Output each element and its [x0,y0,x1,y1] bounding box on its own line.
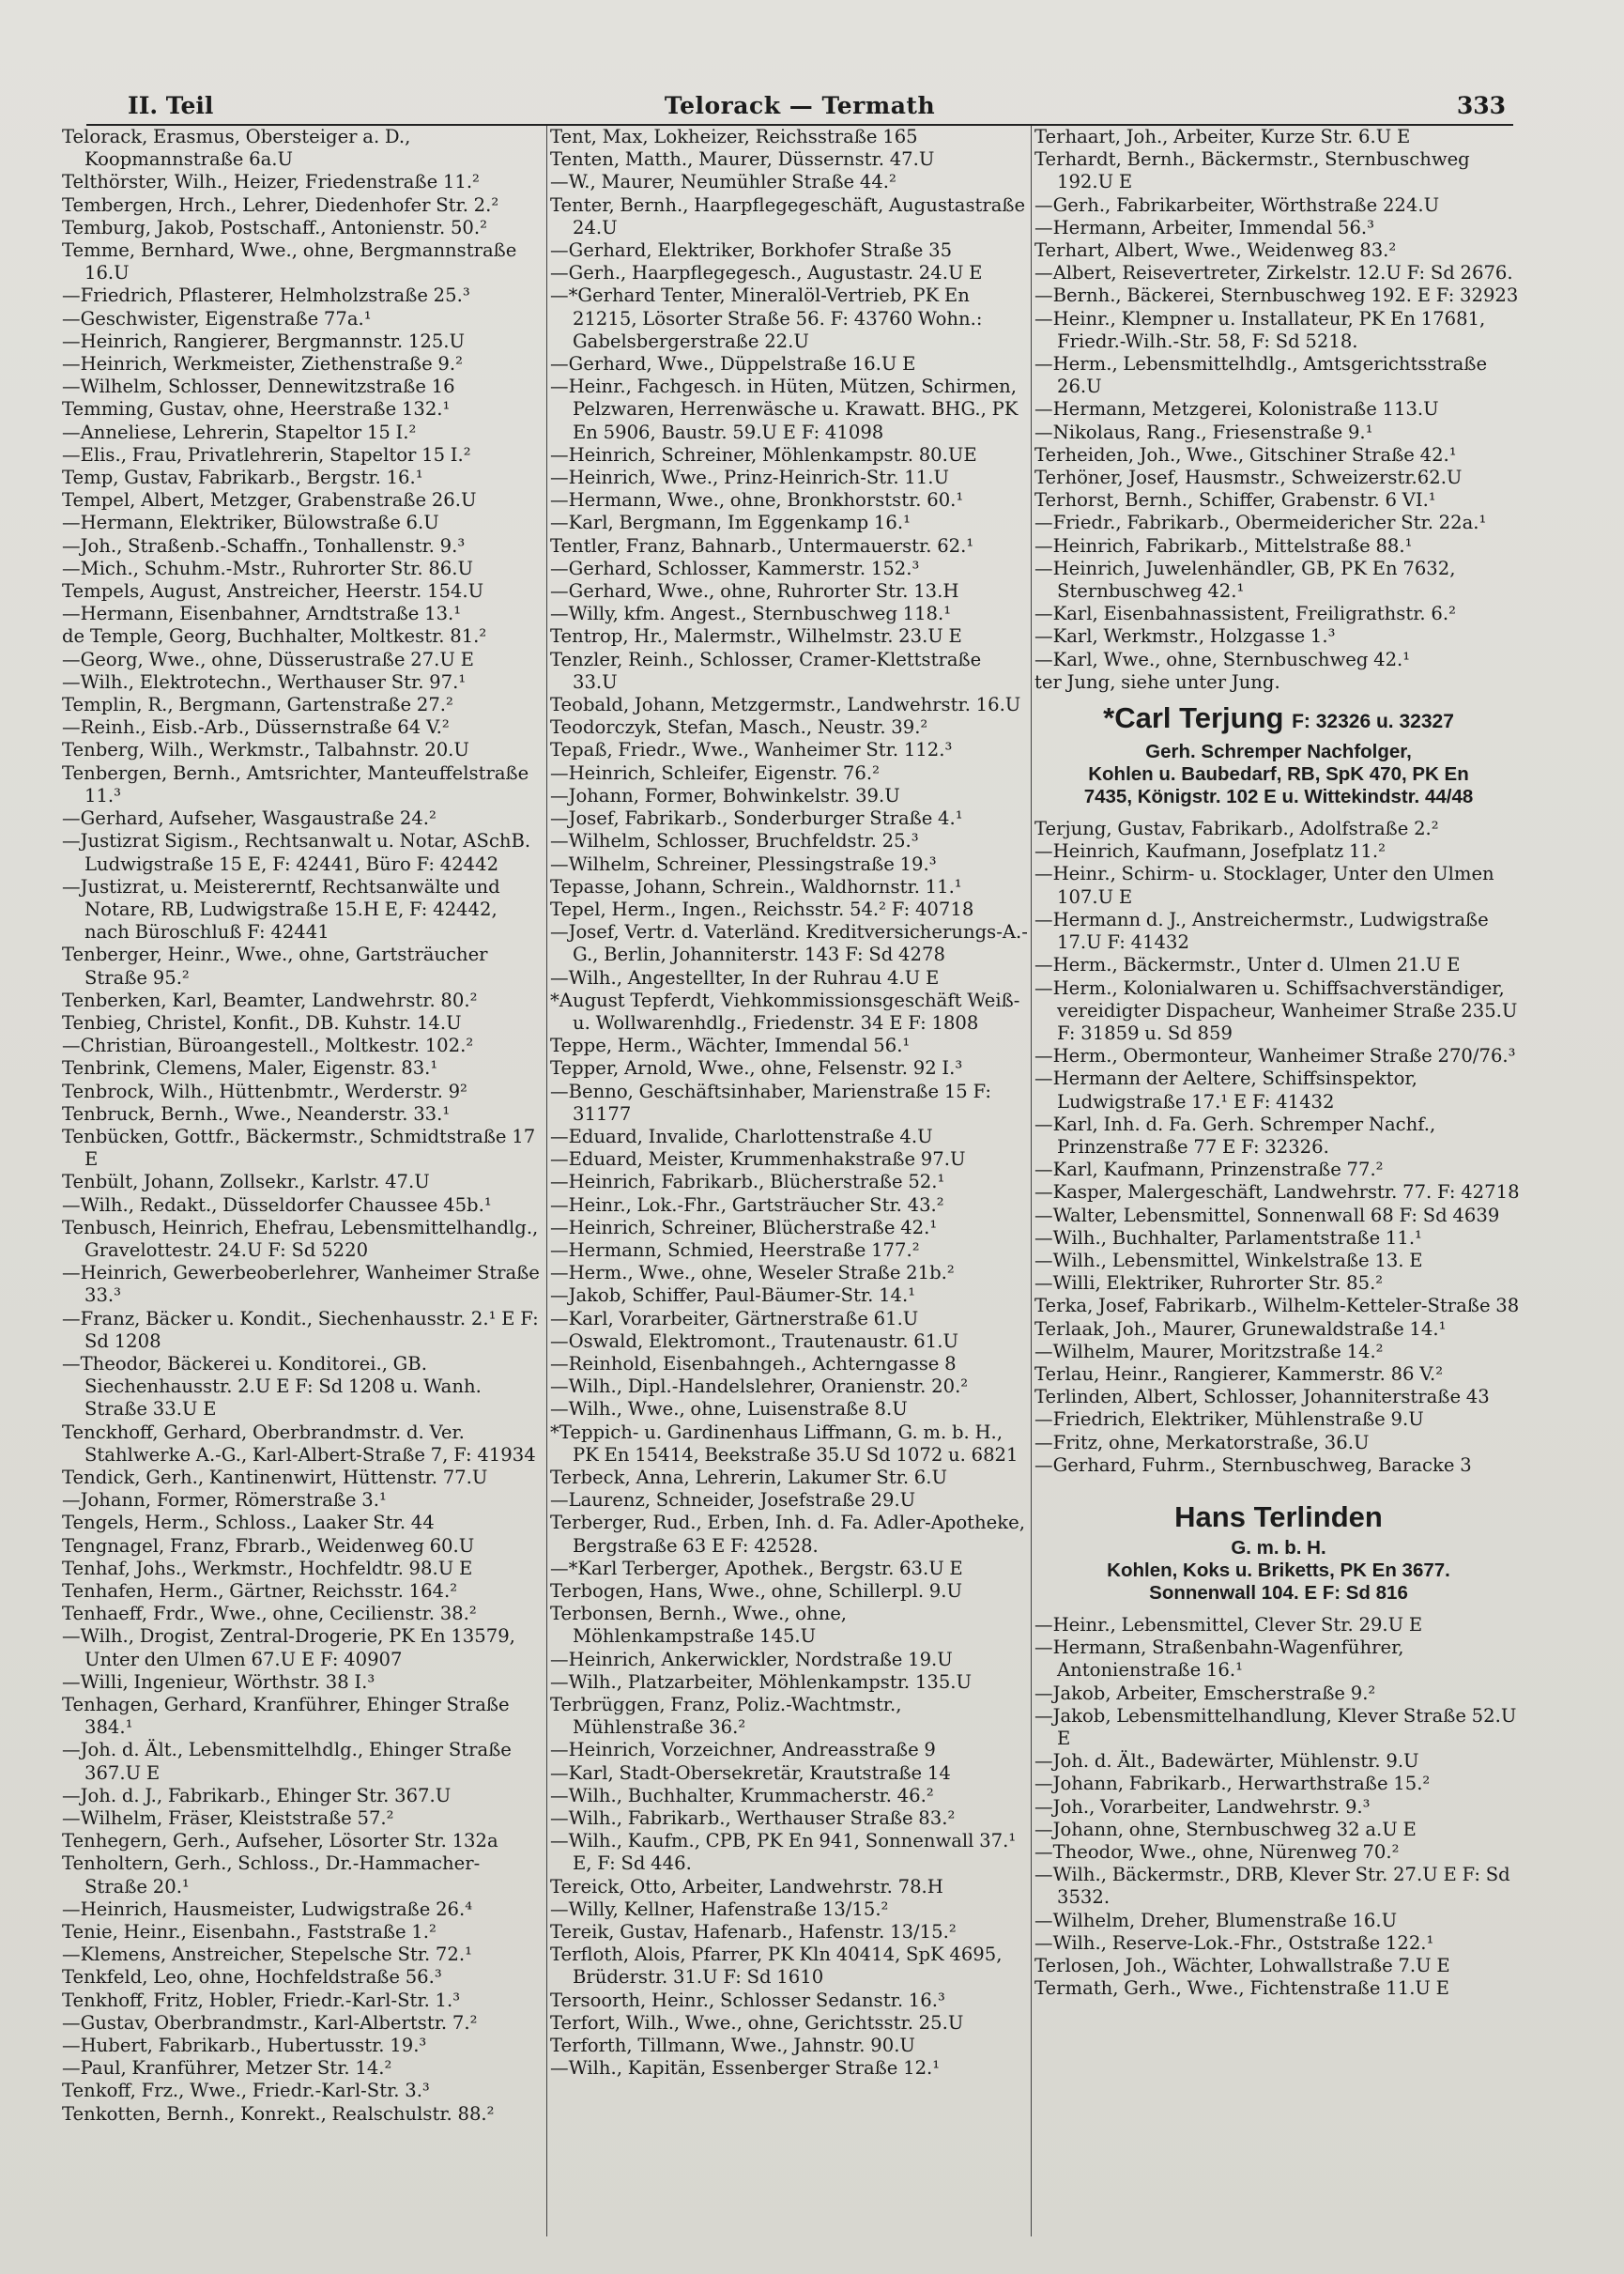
directory-entry: —Gerhard, Schlosser, Kammerstr. 152.³ [550,557,920,579]
directory-entry: —Wilh., Wwe., ohne, Luisenstraße 8.U [550,1398,908,1421]
directory-entry: Temburg, Jakob, Postschaff., Antonienstr. 50.² [62,216,487,238]
directory-entry: Terhart, Albert, Wwe., Weidenweg 83.² [1034,239,1397,262]
directory-entry: Tentrop, Hr., Malermstr., Wilhelmstr. 23.U E [550,625,962,648]
directory-entry: Tepper, Arnold, Wwe., ohne, Felsenstr. 92 I.³ [550,1057,963,1080]
section-label: II. Teil [128,92,214,119]
directory-entry: —Joh. d. J., Fabrikarb., Ehinger Str. 367.U [62,1784,452,1806]
directory-entry: —Fritz, ohne, Merkatorstraße, 36.U [1034,1431,1370,1453]
directory-entry: —Gerh., Fabrikarbeiter, Wörthstraße 224.U [1034,193,1440,216]
directory-entry: —Anneliese, Lehrerin, Stapeltor 15 I.² [62,421,417,443]
directory-entry: —Karl, Bergmann, Im Eggenkamp 16.¹ [550,512,911,534]
directory-entry: —Josef, Vertr. d. Vaterländ. Kreditversicherungs-A.-G., Berlin, Johanniterstr. 143 F: Sd 4278 [550,921,1028,966]
directory-entry: —*Gerhard Tenter, Mineralöl-Vertrieb, PK En 21215, Lösorter Straße 56. F: 43760 Wohn.: Gabelsbergerstraße 22.U [550,284,983,352]
directory-entry: —Joh., Vorarbeiter, Landwehrstr. 9.³ [1034,1795,1371,1818]
directory-entry: Tenkotten, Bernh., Konrekt., Realschulstr. 88.² [62,2102,495,2125]
directory-entry: Tentler, Franz, Bahnarb., Untermauerstr. 62.¹ [550,534,974,557]
directory-entry: Terbrüggen, Franz, Poliz.-Wachtmstr., Mühlenstraße 36.² [550,1694,902,1739]
directory-entry: —Herm., Bäckermstr., Unter d. Ulmen 21.U E [1034,954,1461,976]
directory-entry: —Laurenz, Schneider, Josefstraße 29.U [550,1489,916,1512]
directory-entry: —Johann, Fabrikarb., Herwarthstraße 15.² [1034,1773,1431,1795]
directory-entry: —Heinrich, Gewerbeoberlehrer, Wanheimer Straße 33.³ [62,1262,540,1307]
directory-entry: Tenholtern, Gerh., Schloss., Dr.-Hammacher-Straße 20.¹ [62,1852,481,1898]
directory-entry: —Justizrat, u. Meistererntf, Rechtsanwälte und Notare, RB, Ludwigstraße 15.H E, F: 42442, nach Büroschluß F: 42441 [62,875,500,944]
directory-entry: —Reinh., Eisb.-Arb., Düssernstraße 64 V.² [62,716,450,739]
directory-entry: —Friedr., Fabrikarb., Obermeidericher Str. 22a.¹ [1034,512,1487,534]
directory-entry: —Hermann, Arbeiter, Immendal 56.³ [1034,216,1375,238]
advertisement-terjung [1034,699,1523,808]
directory-entry: Terfloth, Alois, Pfarrer, PK Kln 40414, SpK 4695, Brüderstr. 31.U F: Sd 1610 [550,1944,1003,1989]
directory-entry: —Theodor, Bäckerei u. Konditorei., GB. Siechenhausstr. 2.U E F: Sd 1208 u. Wanh. Straße 33.U E [62,1352,482,1421]
ad-line: 7435, Königstr. 102 E u. Wittekindstr. 44/48 [1083,786,1474,808]
ad-line: Gerh. Schremper Nachfolger, [1145,741,1412,763]
directory-entry: —Karl, Eisenbahnassistent, Freiligrathstr. 6.² [1034,603,1456,625]
directory-entry: —Heinrich, Juwelenhändler, GB, PK En 7632, Sternbuschweg 42.¹ [1034,557,1456,603]
directory-entry: —Heinrich, Schleifer, Eigenstr. 76.² [550,761,880,784]
directory-entry: —Elis., Frau, Privatlehrerin, Stapeltor 15 I.² [62,443,471,466]
directory-entry: Tenkfeld, Leo, ohne, Hochfeldstraße 56.³ [62,1966,442,1989]
directory-entry: —Heinr., Lok.-Fhr., Gartsträucher Str. 43.² [550,1193,944,1216]
directory-entry: —Wilhelm, Schlosser, Dennewitzstraße 16 [62,376,455,398]
directory-entry: Tenckhoff, Gerhard, Oberbrandmstr. d. Ver. Stahlwerke A.-G., Karl-Albert-Straße 7, F: 41934 [62,1421,536,1466]
directory-entry: —Heinrich, Fabrikarb., Blücherstraße 52.¹ [550,1171,945,1193]
directory-entry: Tenhaeff, Frdr., Wwe., ohne, Cecilienstr. 38.² [62,1603,477,1625]
directory-entry: —Gerhard, Elektriker, Borkhofer Straße 35 [550,239,953,262]
directory-entry: Tenbergen, Bernh., Amtsrichter, Manteuffelstraße 11.³ [62,761,529,807]
directory-entry: —Geschwister, Eigenstraße 77a.¹ [62,307,372,330]
directory-entry: —Albert, Reisevertreter, Zirkelstr. 12.U F: Sd 2676. [1034,262,1513,284]
directory-entry: —Oswald, Elektromont., Trautenaustr. 61.U [550,1329,958,1352]
directory-entry: Tenbrink, Clemens, Maler, Eigenstr. 83.¹ [62,1057,438,1080]
directory-entry: —Hermann, Eisenbahner, Arndtstraße 13.¹ [62,603,462,625]
directory-entry: —Eduard, Meister, Krummenhakstraße 97.U [550,1148,966,1171]
directory-entry: —Wilh., Kaufm., CPB, PK En 941, Sonnenwall 37.¹ E, F: Sd 446. [550,1830,1017,1875]
directory-entry: Terbeck, Anna, Lehrerin, Lakumer Str. 6.U [550,1466,948,1488]
directory-entry: Terheiden, Joh., Wwe., Gitschiner Straße 42.¹ [1034,443,1457,466]
directory-entry: Terlinden, Albert, Schlosser, Johanniterstraße 43 [1034,1386,1490,1408]
directory-entry: Termath, Gerh., Wwe., Fichtenstraße 11.U E [1034,1977,1449,2000]
directory-entry: —W., Maurer, Neumühler Straße 44.² [550,171,896,193]
directory-entry: Tereik, Gustav, Hafenarb., Hafenstr. 13/15.² [550,1921,957,1944]
directory-entry: —Wilh., Fabrikarb., Werthauser Straße 83.² [550,1807,956,1830]
directory-entry: —Heinrich, Schreiner, Möhlenkampstr. 80.UE [550,443,977,466]
directory-entry: —Heinr., Lebensmittel, Clever Str. 29.U E [1034,1613,1423,1636]
directory-entry: Terhöner, Josef, Hausmstr., Schweizerstr.62.U [1034,467,1463,489]
column-3-entries-top [1034,126,1523,694]
column-1 [62,126,543,2126]
directory-entry: —Kasper, Malergeschäft, Landwehrstr. 77. F: 42718 [1034,1181,1520,1204]
directory-entry: —Joh., Straßenb.-Schaffn., Tonhallenstr. 9.³ [62,534,466,557]
directory-entry: Tenkhoff, Fritz, Hobler, Friedr.-Karl-Str. 1.³ [62,1989,461,2011]
directory-entry: —Hermann, Elektriker, Bülowstraße 6.U [62,512,439,534]
directory-entry: Teobald, Johann, Metzgermstr., Landwehrstr. 16.U [550,694,1021,716]
directory-entry: Tenter, Bernh., Haarpflegegeschäft, Augustastraße 24.U [550,193,1026,238]
ad-line: Sonnenwall 104. E F: Sd 816 [1149,1581,1408,1604]
directory-entry: —Jakob, Schiffer, Paul-Bäumer-Str. 14.¹ [550,1284,916,1307]
directory-entry: Tenberg, Wilh., Werkmstr., Talbahnstr. 20.U [62,739,469,761]
directory-entry: —Heinr., Fachgesch. in Hüten, Mützen, Schirmen, Pelzwaren, Herrenwäsche u. Krawatt. BHG., PK En 5906, Baustr. 59.U E F: 41098 [550,376,1019,443]
directory-entry: —Johann, ohne, Sternbuschweg 32 a.U E [1034,1818,1417,1840]
directory-entry: —Willy, Kellner, Hafenstraße 13/15.² [550,1898,889,1920]
directory-entry: —Wilhelm, Fräser, Kleiststraße 57.² [62,1807,394,1830]
directory-entry: —Benno, Geschäftsinhaber, Marienstraße 15 F: 31177 [550,1080,991,1125]
directory-entry: Tereick, Otto, Arbeiter, Landwehrstr. 78.H [550,1875,943,1898]
directory-entry: —Heinr., Schirm- u. Stocklager, Unter den Ulmen 107.U E [1034,863,1494,908]
directory-entry: Tenhegern, Gerh., Aufseher, Lösorter Str. 132a [62,1830,498,1852]
column-3 [1034,126,1523,2000]
directory-entry: —Wilh., Buchhalter, Parlamentstraße 11.¹ [1034,1226,1422,1249]
directory-entry: Tenberken, Karl, Beamter, Landwehrstr. 80.² [62,989,478,1011]
column-3-entries-mid [1034,818,1523,1477]
directory-entry: Tepel, Herm., Ingen., Reichsstr. 54.² F: 40718 [550,898,974,920]
directory-entry: —Bernh., Bäckerei, Sternbuschweg 192. E F: 32923 [1034,284,1519,307]
directory-entry: —Gustav, Oberbrandmstr., Karl-Albertstr. 7.² [62,2011,478,2034]
directory-entry: Tersoorth, Heinr., Schlosser Sedanstr. 16.³ [550,1989,945,2011]
directory-entry: —Walter, Lebensmittel, Sonnenwall 68 F: Sd 4639 [1034,1204,1500,1226]
directory-entry: —Eduard, Invalide, Charlottenstraße 4.U [550,1125,933,1147]
ad-line: G. m. b. H. [1231,1536,1326,1559]
directory-entry: —Wilhelm, Dreher, Blumenstraße 16.U [1034,1909,1398,1931]
directory-entry: —Wilh., Redakt., Düsseldorfer Chaussee 45b.¹ [62,1193,492,1216]
directory-entry: —Wilh., Buchhalter, Krummacherstr. 46.² [550,1784,934,1806]
directory-entry: —Heinr., Klempner u. Installateur, PK En 17681, Friedr.-Wilh.-Str. 58, F: Sd 5218. [1034,307,1486,352]
directory-entry: Terjung, Gustav, Fabrikarb., Adolfstraße 2.² [1034,818,1439,840]
directory-entry: —Wilhelm, Schlosser, Bruchfeldstr. 25.³ [550,830,919,853]
directory-entry: Tenbusch, Heinrich, Ehefrau, Lebensmittelhandlg., Gravelottestr. 24.U F: Sd 5220 [62,1216,539,1261]
directory-entry: —Justizrat Sigism., Rechtsanwalt u. Notar, ASchB. Ludwigstraße 15 E, F: 42441, Büro F: 42442 [62,830,531,875]
directory-entry: —*Karl Terberger, Apothek., Bergstr. 63.U E [550,1557,963,1579]
directory-entry: —Hermann, Straßenbahn-Wagenführer, Antonienstraße 16.¹ [1034,1636,1404,1682]
ad-company-name: Hans Terlinden [1174,1499,1383,1533]
directory-entry: Terlaak, Joh., Maurer, Grunewaldstraße 14.¹ [1034,1317,1447,1340]
directory-entry: —Gerhard, Aufseher, Wasgaustraße 24.² [62,807,437,830]
directory-entry: —Willy, kfm. Angest., Sternbuschweg 118.¹ [550,603,952,625]
directory-entry: —Wilhelm, Schreiner, Plessingstraße 19.³ [550,853,937,875]
directory-entry: Terhorst, Bernh., Schiffer, Grabenstr. 6 VI.¹ [1034,489,1436,512]
directory-entry: —Heinrich, Hausmeister, Ludwigstraße 26.⁴ [62,1898,473,1920]
directory-entry: Tempel, Albert, Metzger, Grabenstraße 26.U [62,489,477,512]
directory-entry: —Gerhard, Wwe., ohne, Ruhrorter Str. 13.H [550,580,959,603]
directory-entry: Terbonsen, Bernh., Wwe., ohne, Möhlenkampstraße 145.U [550,1603,848,1648]
directory-entry: Terka, Josef, Fabrikarb., Wilhelm-Ketteler-Straße 38 [1034,1295,1520,1317]
directory-entry: Tenbrock, Wilh., Hüttenbmtr., Werderstr. 9² [62,1080,467,1102]
directory-entry: —Hermann der Aeltere, Schiffsinspektor, Ludwigstraße 17.¹ E F: 41432 [1034,1068,1417,1113]
directory-entry: —Heinrich, Wwe., Prinz-Heinrich-Str. 11.U [550,467,949,489]
directory-entry: Tenbieg, Christel, Konfit., DB. Kuhstr. 14.U [62,1011,462,1034]
directory-entry: Terlosen, Joh., Wächter, Lohwallstraße 7.U E [1034,1955,1450,1977]
directory-entry: —Klemens, Anstreicher, Stepelsche Str. 72.¹ [62,1944,472,1966]
directory-entry: —Karl, Wwe., ohne, Sternbuschweg 42.¹ [1034,648,1411,670]
ad-line: Kohlen, Koks u. Briketts, PK En 3677. [1107,1559,1450,1581]
directory-entry: Terhaart, Joh., Arbeiter, Kurze Str. 6.U E [1034,126,1411,147]
directory-entry: —Gerh., Haarpflegegesch., Augustastr. 24.U E [550,262,983,284]
directory-entry: Terberger, Rud., Erben, Inh. d. Fa. Adler-Apotheke, Bergstraße 63 E F: 42528. [550,1512,1025,1557]
directory-entry: Tent, Max, Lokheizer, Reichsstraße 165 [550,126,918,147]
directory-entry: Tepaß, Friedr., Wwe., Wanheimer Str. 112.³ [550,739,953,761]
directory-entry: —Herm., Wwe., ohne, Weseler Straße 21b.² [550,1262,955,1284]
directory-entry: —Christian, Büroangestell., Moltkestr. 102.² [62,1035,474,1057]
directory-entry: —Jakob, Arbeiter, Emscherstraße 9.² [1034,1682,1376,1704]
directory-entry: Terbogen, Hans, Wwe., ohne, Schillerpl. 9.U [550,1580,962,1602]
directory-entry: —Hermann, Metzgerei, Kolonistraße 113.U [1034,398,1439,421]
directory-entry: —Gerhard, Wwe., Düppelstraße 16.U E [550,353,916,376]
directory-entry: —Karl, Vorarbeiter, Gärtnerstraße 61.U [550,1307,919,1329]
directory-entry: —Wilh., Angestellter, In der Ruhrau 4.U E [550,966,940,989]
column-divider [1031,126,1032,2236]
directory-entry: Telthörster, Wilh., Heizer, Friedenstraße 11.² [62,171,480,193]
directory-entry: —Paul, Kranführer, Metzer Str. 14.² [62,2057,392,2080]
directory-entry: —Herm., Obermonteur, Wanheimer Straße 270/76.³ [1034,1045,1516,1068]
directory-entry: —Wilh., Dipl.-Handelslehrer, Oranienstr. 20.² [550,1375,969,1398]
directory-entry: Tenhagen, Gerhard, Kranführer, Ehinger Straße 384.¹ [62,1694,510,1739]
directory-entry: —Karl, Kaufmann, Prinzenstraße 77.² [1034,1159,1384,1181]
directory-entry: —Hubert, Fabrikarb., Hubertusstr. 19.³ [62,2035,427,2057]
directory-entry: de Temple, Georg, Buchhalter, Moltkestr. 81.² [62,625,487,648]
directory-entry: —Herm., Kolonialwaren u. Schiffsachverständiger, vereidigter Dispacheur, Wanheimer Straße 235.U F: 31859 u. Sd 859 [1034,976,1518,1044]
directory-entry: —Friedrich, Pflasterer, Helmholzstraße 25.³ [62,284,470,307]
directory-entry: —Josef, Fabrikarb., Sonderburger Straße 4.¹ [550,807,963,830]
directory-entry: —Jakob, Lebensmittelhandlung, Klever Straße 52.U E [1034,1704,1517,1749]
directory-entry: Terforth, Tillmann, Wwe., Jahnstr. 90.U [550,2035,915,2057]
directory-entry: —Wilh., Bäckermstr., DRB, Klever Str. 27.U E F: Sd 3532. [1034,1864,1510,1909]
directory-entry: —Johann, Former, Römerstraße 3.¹ [62,1489,387,1512]
directory-entry: —Hermann, Schmied, Heerstraße 177.² [550,1238,920,1261]
directory-entry: Tengels, Herm., Schloss., Laaker Str. 44 [62,1512,435,1534]
directory-entry: Teodorczyk, Stefan, Masch., Neustr. 39.² [550,716,928,739]
directory-entry: —Wilh., Reserve-Lok.-Fhr., Oststraße 122.¹ [1034,1931,1434,1954]
directory-entry: —Heinrich, Rangierer, Bergmannstr. 125.U [62,330,466,352]
directory-entry: —Heinrich, Kaufmann, Josefplatz 11.² [1034,840,1386,863]
directory-entry: —Heinrich, Ankerwickler, Nordstraße 19.U [550,1648,953,1670]
page-header [86,86,1513,126]
directory-entry: Telorack, Erasmus, Obersteiger a. D., Koopmannstraße 6a.U [62,126,411,171]
ad-company-name: *Carl Terjung [1103,701,1284,735]
directory-entry: Temming, Gustav, ohne, Heerstraße 132.¹ [62,398,451,421]
directory-entry: —Reinhold, Eisenbahngeh., Achterngasse 8 [550,1352,957,1375]
directory-entry: ter Jung, siehe unter Jung. [1034,670,1280,693]
directory-entry: Tempels, August, Anstreicher, Heerstr. 154.U [62,580,484,603]
directory-entry: —Karl, Stadt-Obersekretär, Krautstraße 14 [550,1761,951,1784]
directory-entry: Terlau, Heinr., Rangierer, Kammerstr. 86 V.² [1034,1362,1444,1385]
directory-entry: —Georg, Wwe., ohne, Düsserustraße 27.U E [62,648,474,670]
entry-range: Telorack — Termath [664,92,936,119]
directory-entry: Tenbücken, Gottfr., Bäckermstr., Schmidtstraße 17 E [62,1125,536,1171]
directory-entry: —Karl, Werkmstr., Holzgasse 1.³ [1034,625,1336,648]
directory-entry: Tendick, Gerh., Kantinenwirt, Hüttenstr. 77.U [62,1466,488,1488]
directory-entry: —Nikolaus, Rang., Friesenstraße 9.¹ [1034,421,1373,443]
directory-entry: Tenhaf, Johs., Werkmstr., Hochfeldtr. 98.U E [62,1557,473,1579]
directory-entry: Teppe, Herm., Wächter, Immendal 56.¹ [550,1035,911,1057]
directory-entry: *Teppich- u. Gardinenhaus Liffmann, G. m. b. H., PK En 15414, Beekstraße 35.U Sd 1072 u. 6821 [550,1421,1019,1466]
directory-entry: Terfort, Wilh., Wwe., ohne, Gerichtsstr. 25.U [550,2011,964,2034]
directory-entry: —Wilh., Kapitän, Essenberger Straße 12.¹ [550,2057,941,2080]
page-number: 333 [1456,92,1506,119]
directory-entry: —Joh. d. Ält., Badewärter, Mühlenstr. 9.U [1034,1750,1419,1773]
advertisement-terlinden [1034,1498,1523,1605]
directory-entry: Terhardt, Bernh., Bäckermstr., Sternbuschweg 192.U E [1034,148,1470,193]
column-3-entries-bottom [1034,1614,1523,2000]
directory-entry: Tenbruck, Bernh., Wwe., Neanderstr. 33.¹ [62,1102,451,1125]
directory-entry: —Friedrich, Elektriker, Mühlenstraße 9.U [1034,1408,1424,1431]
directory-entry: Tenkoff, Frz., Wwe., Friedr.-Karl-Str. 3.³ [62,2080,430,2102]
directory-entry: Tepasse, Johann, Schrein., Waldhornstr. 11.¹ [550,875,962,898]
directory-entry: Temp, Gustav, Fabrikarb., Bergstr. 16.¹ [62,467,423,489]
directory-entry: —Johann, Former, Bohwinkelstr. 39.U [550,784,900,807]
directory-entry: —Wilhelm, Maurer, Moritzstraße 14.² [1034,1340,1384,1362]
column-2 [550,126,1031,2080]
column-divider [546,126,547,2236]
directory-entry: —Wilh., Platzarbeiter, Möhlenkampstr. 135.U [550,1670,973,1693]
directory-entry: —Gerhard, Fuhrm., Sternbuschweg, Baracke 3 [1034,1453,1472,1476]
ad-line: Kohlen u. Baubedarf, RB, SpK 470, PK En [1088,763,1469,786]
directory-entry: *August Tepferdt, Viehkommissionsgeschäft Weiß- u. Wollwarenhdlg., Friedenstr. 34 E F: 1808 [550,989,1020,1034]
directory-entry: Tenzler, Reinh., Schlosser, Cramer-Klettstraße 33.U [550,648,982,693]
directory-entry: —Willi, Elektriker, Ruhrorter Str. 85.² [1034,1272,1384,1295]
directory-entry: Tenten, Matth., Maurer, Düssernstr. 47.U [550,148,935,171]
directory-entry: Templin, R., Bergmann, Gartenstraße 27.² [62,694,453,716]
directory-entry: Temme, Bernhard, Wwe., ohne, Bergmannstraße 16.U [62,239,517,284]
directory-entry: —Herm., Lebensmittelhdlg., Amtsgerichtsstraße 26.U [1034,353,1488,398]
directory-entry: —Theodor, Wwe., ohne, Nürenweg 70.² [1034,1841,1400,1863]
directory-entry: Tenberger, Heinr., Wwe., ohne, Gartsträucher Straße 95.² [62,944,488,989]
directory-entry: Tenie, Heinr., Eisenbahn., Faststraße 1.² [62,1921,437,1944]
directory-entry: —Heinrich, Vorzeichner, Andreasstraße 9 [550,1739,936,1761]
directory-entry: Tenbült, Johann, Zollsekr., Karlstr. 47.U [62,1171,430,1193]
directory-entry: —Heinrich, Werkmeister, Ziethenstraße 9.² [62,353,463,376]
directory-entry: Tenhafen, Herm., Gärtner, Reichsstr. 164.² [62,1580,458,1602]
ad-phone: F: 32326 u. 32327 [1292,711,1454,733]
directory-entry: —Franz, Bäcker u. Kondit., Siechenhausstr. 2.¹ E F: Sd 1208 [62,1307,539,1352]
directory-entry: —Mich., Schuhm.-Mstr., Ruhrorter Str. 86.U [62,557,473,579]
directory-entry: —Wilh., Lebensmittel, Winkelstraße 13. E [1034,1249,1423,1271]
directory-entry: —Wilh., Drogist, Zentral-Drogerie, PK En 13579, Unter den Ulmen 67.U E F: 40907 [62,1625,515,1670]
directory-entry: —Wilh., Elektrotechn., Werthauser Str. 97.¹ [62,670,467,693]
directory-entry: —Hermann, Wwe., ohne, Bronkhorststr. 60.¹ [550,489,964,512]
directory-entry: —Karl, Inh. d. Fa. Gerh. Schremper Nachf., Prinzenstraße 77 E F: 32326. [1034,1113,1436,1158]
directory-entry: Tengnagel, Franz, Fbrarb., Weidenweg 60.U [62,1534,475,1557]
directory-entry: —Heinrich, Fabrikarb., Mittelstraße 88.¹ [1034,534,1413,557]
directory-entry: —Heinrich, Schreiner, Blücherstraße 42.¹ [550,1216,938,1238]
directory-entry: —Hermann d. J., Anstreichermstr., Ludwigstraße 17.U F: 41432 [1034,908,1489,954]
directory-entry: —Joh. d. Ält., Lebensmittelhdlg., Ehinger Straße 367.U E [62,1739,512,1784]
directory-entry: —Willi, Ingenieur, Wörthstr. 38 I.³ [62,1670,375,1693]
directory-entry: Tembergen, Hrch., Lehrer, Diedenhofer Str. 2.² [62,193,499,216]
